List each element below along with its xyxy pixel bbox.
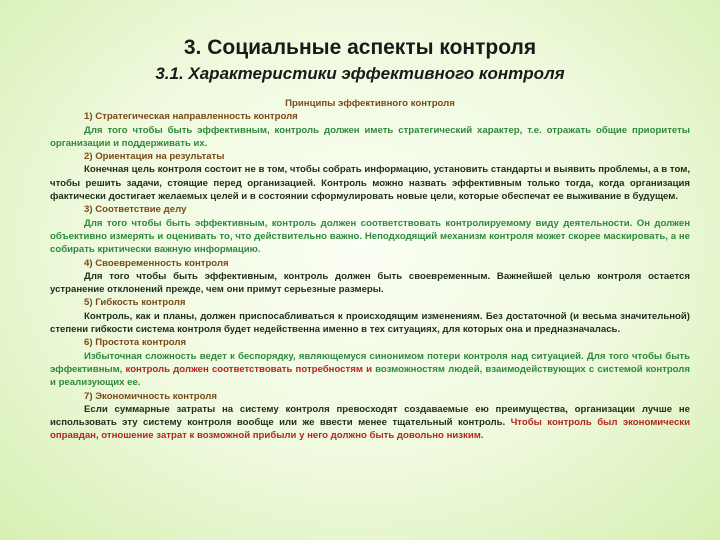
principle-6-text-part1: Избыточная сложность ведет к беспорядку, являющемуся синонимом потери контроля над ситуацией. Для того чтобы быть эффективным, xyxy=(50,350,690,375)
principle-3-heading: 3) Соответствие делу xyxy=(84,204,187,216)
slide-title: 3. Социальные аспекты контроля xyxy=(183,36,537,59)
principle-6-text xyxy=(50,350,690,390)
principle-1-text: Для того чтобы быть эффективным, контроль должен иметь стратегический характер, т.е. отражать общие приоритеты организации и поддерживать их. xyxy=(50,124,690,149)
principle-2-heading: 2) Ориентация на результаты xyxy=(84,151,225,163)
slide-subtitle: 3.1. Характеристики эффективного контроля xyxy=(155,64,565,83)
principle-5-text: Контроль, как и планы, должен приспосабливаться к происходящим изменениям. Без достаточной (и весьма значительной) степени гибкости система контроля будет недейственна именно в тех ситуациях, для которых она и предназначалась. xyxy=(50,310,690,336)
section-heading: Принципы эффективного контроля xyxy=(285,98,455,109)
principle-7-heading: 7) Экономичность контроля xyxy=(84,390,217,402)
principle-1-heading: 1) Стратегическая направленность контроля xyxy=(84,111,298,123)
principle-6-text-part2: контроль должен соответствовать потребностям и xyxy=(125,363,372,375)
principle-6-heading: 6) Простота контроля xyxy=(84,337,187,349)
principle-7-text xyxy=(50,403,690,443)
principle-6-text-part3: возможностям людей, взаимодействующих с системой контроля и реализующих ее. xyxy=(50,363,690,389)
principle-3-text: Для того чтобы быть эффективным, контроль должен соответствовать контролируемому виду деятельности. Он должен объективно измерять и оценивать то, что действительно важно. Неподходящий механизм контроля может скорее маскировать, а не собирать критически важную информацию. xyxy=(50,217,690,256)
principle-7-text-part2: Чтобы контроль был экономически оправдан, отношение затрат к возможной прибыли у него должно быть довольно низким. xyxy=(50,417,690,442)
slide-body xyxy=(50,97,690,443)
principle-4-heading: 4) Своевременность контроля xyxy=(84,257,229,269)
principle-2-text: Конечная цель контроля состоит не в том, чтобы собрать информацию, установить стандарты и выявить проблемы, а в том, чтобы решить задачи, стоящие перед организацией. Контроль можно назвать эффективным только тогда, когда организация фактически достигает желаемых целей и в состоянии сформулировать новые цели, которые обеспечат ее выживание в будущем. xyxy=(50,164,690,203)
principle-5-heading: 5) Гибкость контроля xyxy=(84,297,186,309)
principle-7-text-part1: Если суммарные затраты на систему контроля превосходят создаваемые ею преимущества, организации лучше не использовать эту систему контроля вообще или же ввести менее тщательный контроль. xyxy=(50,403,690,429)
principle-4-text: Для того чтобы быть эффективным, контроль должен быть своевременным. Важнейшей целью контроля остается устранение отклонений прежде, чем они примут серьезные размеры. xyxy=(50,270,690,296)
